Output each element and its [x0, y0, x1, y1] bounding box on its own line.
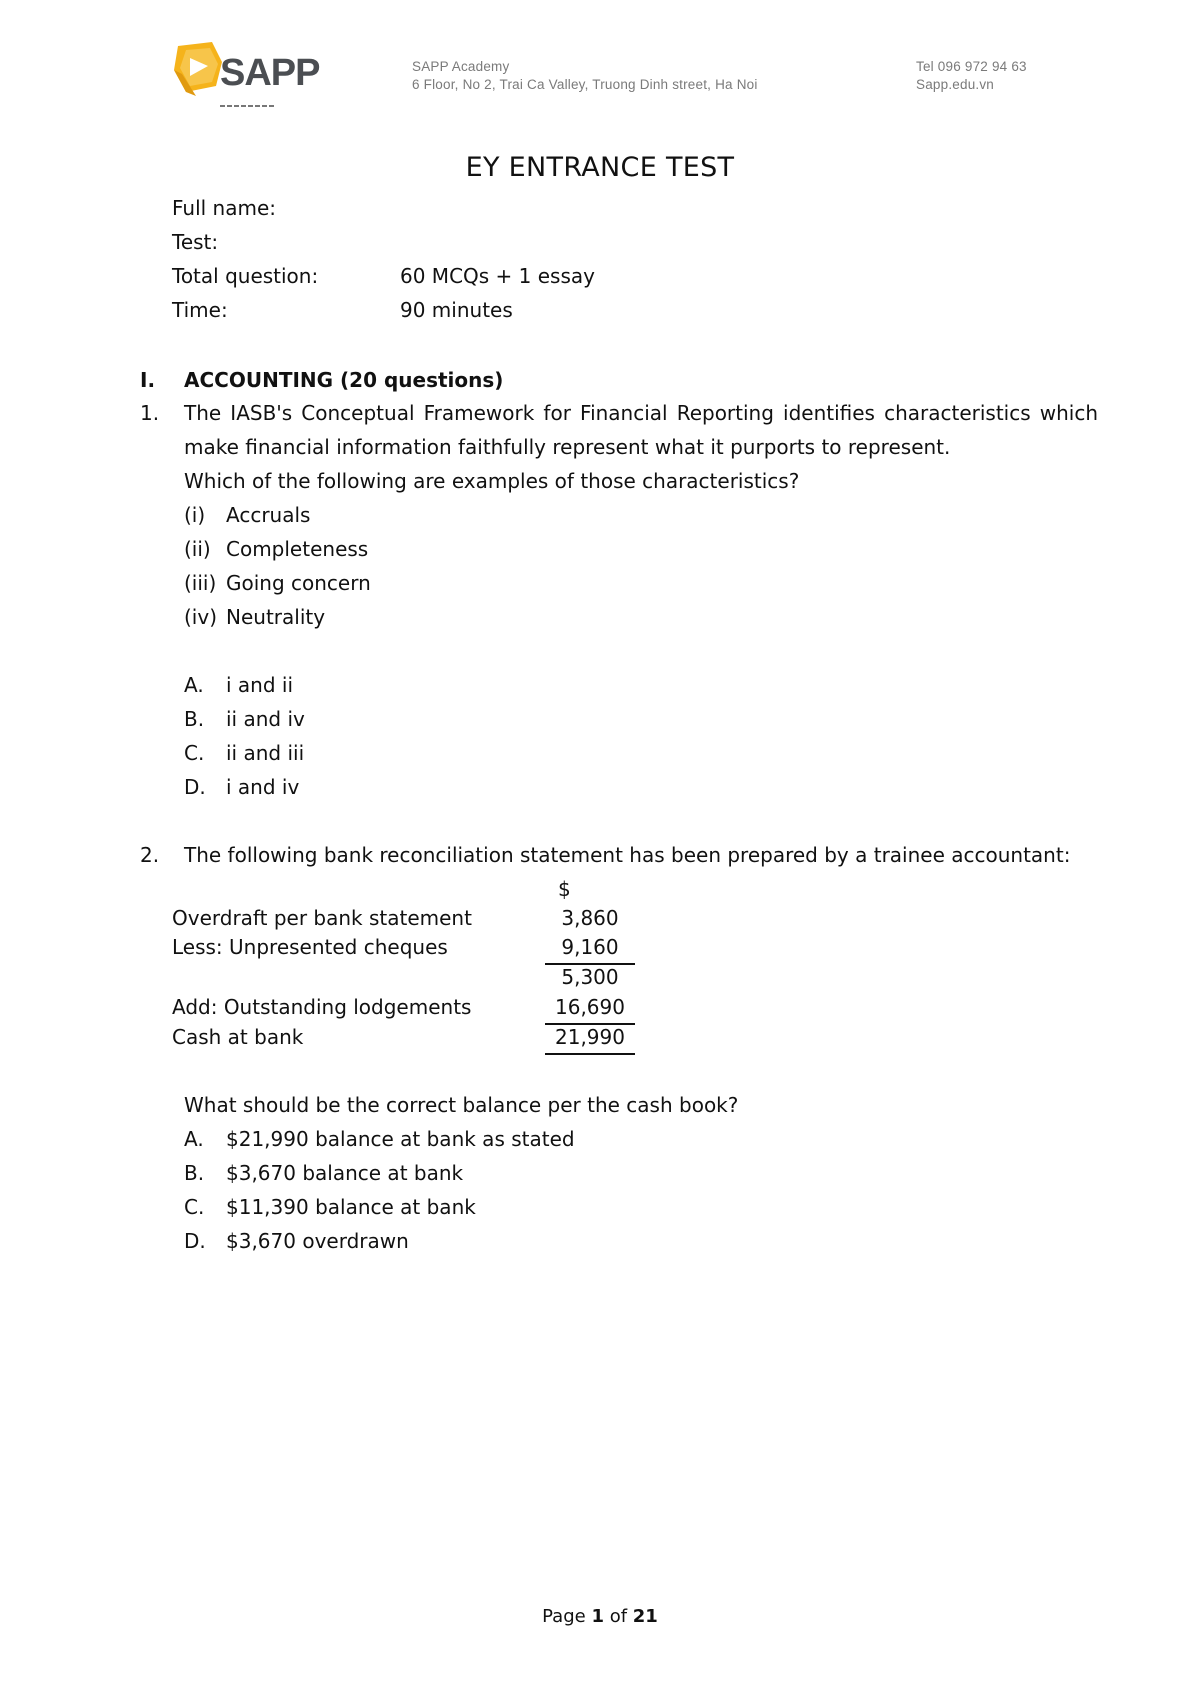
page-number	[0, 1606, 1200, 1627]
reconciliation-row-value: 21,990	[545, 1025, 635, 1055]
q1-number: 1.	[140, 401, 160, 425]
test-label: Test:	[172, 230, 219, 254]
q2-question: What should be the correct balance per the cash book?	[184, 1093, 739, 1117]
q2-option-letter: B.	[184, 1161, 205, 1185]
section-title: ACCOUNTING (20 questions)	[184, 368, 504, 392]
q2-option-b: $3,670 balance at bank	[226, 1161, 464, 1185]
q1-option-b: ii and iv	[226, 707, 305, 731]
section-numeral: I.	[140, 368, 156, 392]
reconciliation-currency-header: $	[558, 877, 571, 901]
page-total: 21	[632, 1606, 658, 1627]
q2-number: 2.	[140, 843, 160, 867]
q1-stem-line2: make financial information faithfully represent what it purports to represent.	[184, 435, 951, 459]
reconciliation-row-label: Overdraft per bank statement	[172, 906, 472, 930]
sapp-logo-text: SAPP	[220, 52, 320, 94]
reconciliation-row-value: 3,860	[561, 906, 619, 930]
q2-option-letter: A.	[184, 1127, 204, 1151]
q1-option-letter: B.	[184, 707, 205, 731]
reconciliation-row-value: 16,690	[545, 995, 635, 1025]
total-question-label: Total question:	[172, 264, 319, 288]
q2-option-a: $21,990 balance at bank as stated	[226, 1127, 575, 1151]
q1-item-marker: (iv)	[184, 605, 217, 629]
page-current: 1	[591, 1606, 604, 1627]
contact-info	[916, 58, 1027, 94]
q1-item-text: Completeness	[226, 537, 369, 561]
q1-item-text: Neutrality	[226, 605, 326, 629]
reconciliation-row-label: Less: Unpresented cheques	[172, 935, 448, 959]
sapp-logo-icon	[172, 40, 224, 98]
q1-stem-line1: The IASB's Conceptual Framework for Financial Reporting identifies characteristics which	[184, 401, 1098, 425]
org-phone: Tel 096 972 94 63	[916, 59, 1027, 74]
q1-item-text: Going concern	[226, 571, 371, 595]
time-label: Time:	[172, 298, 228, 322]
q1-item-marker: (ii)	[184, 537, 211, 561]
page-prefix: Page	[542, 1606, 592, 1627]
org-website[interactable]: Sapp.edu.vn	[916, 77, 995, 92]
page-header	[0, 0, 1200, 110]
full-name-label: Full name:	[172, 196, 277, 220]
reconciliation-row-label: Cash at bank	[172, 1025, 304, 1049]
q1-option-a: i and ii	[226, 673, 294, 697]
q1-option-d: i and iv	[226, 775, 300, 799]
q1-option-letter: C.	[184, 741, 205, 765]
q2-stem: The following bank reconciliation statement has been prepared by a trainee accountant:	[184, 843, 1071, 867]
time-value: 90 minutes	[400, 298, 513, 322]
q1-option-letter: A.	[184, 673, 204, 697]
q1-question: Which of the following are examples of those characteristics?	[184, 469, 800, 493]
org-info	[412, 58, 758, 94]
reconciliation-row-value: 9,160	[545, 935, 635, 965]
q1-item-text: Accruals	[226, 503, 311, 527]
q1-item-marker: (i)	[184, 503, 206, 527]
q2-option-letter: C.	[184, 1195, 205, 1219]
logo-tagline-decoration	[220, 94, 290, 97]
reconciliation-row-value: 5,300	[561, 965, 619, 989]
org-name: SAPP Academy	[412, 59, 510, 74]
page-of: of	[603, 1606, 633, 1627]
q2-option-c: $11,390 balance at bank	[226, 1195, 476, 1219]
q1-option-letter: D.	[184, 775, 206, 799]
q2-option-letter: D.	[184, 1229, 206, 1253]
org-address: 6 Floor, No 2, Trai Ca Valley, Truong Dinh street, Ha Noi	[412, 77, 758, 92]
q1-option-c: ii and iii	[226, 741, 305, 765]
q1-item-marker: (iii)	[184, 571, 217, 595]
page-title: EY ENTRANCE TEST	[465, 152, 735, 183]
reconciliation-row-label: Add: Outstanding lodgements	[172, 995, 472, 1019]
q2-option-d: $3,670 overdrawn	[226, 1229, 409, 1253]
sapp-logo	[172, 40, 320, 98]
total-question-value: 60 MCQs + 1 essay	[400, 264, 595, 288]
